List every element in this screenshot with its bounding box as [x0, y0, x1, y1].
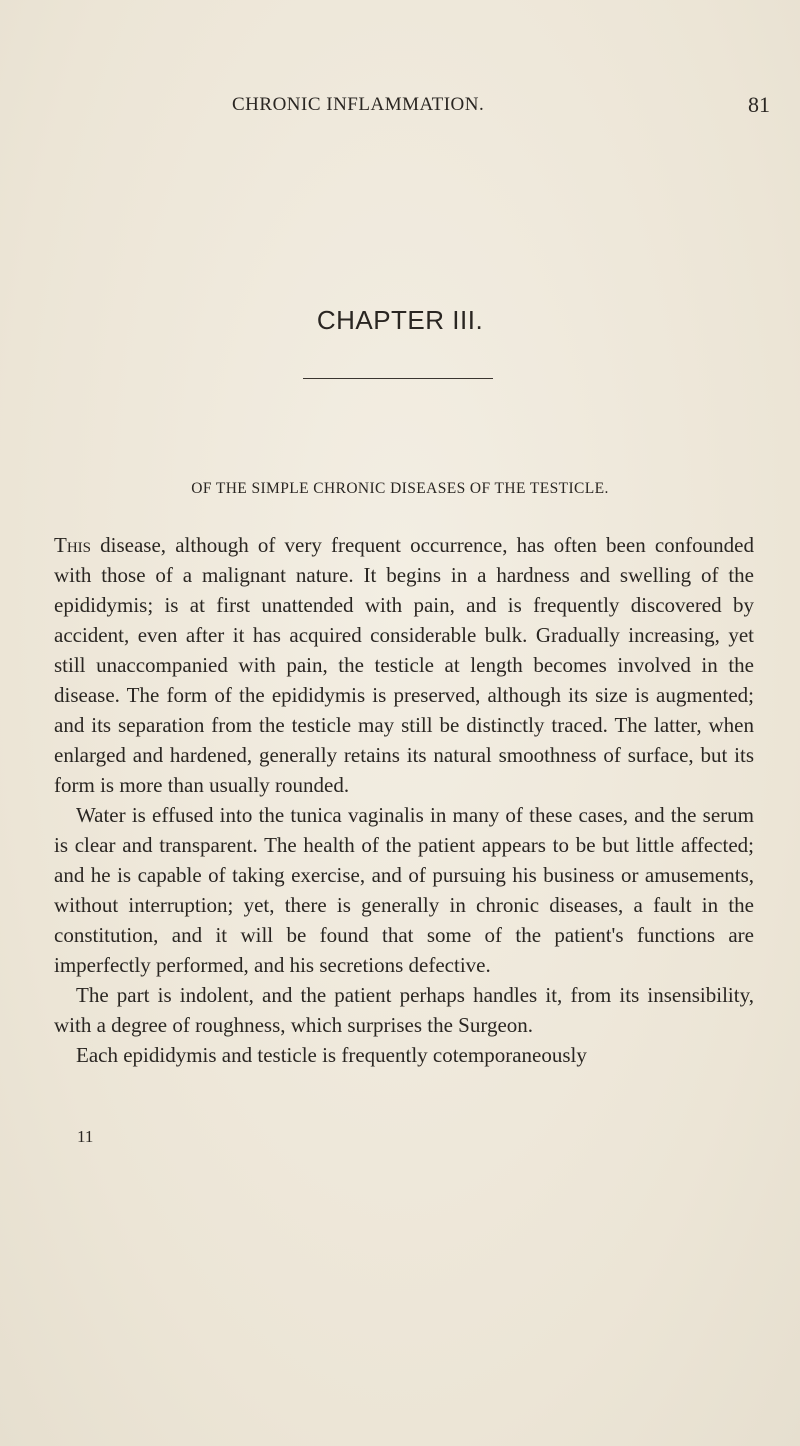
- running-title: CHRONIC INFLAMMATION.: [232, 94, 485, 115]
- paragraph-1-text: disease, although of very frequent occurrence, has often been confounded with those of a malignant nature. It begins in a hardness and swelling of the epididymis; is at first unattended with pain, and is frequently discovered by accident, even after it has acquired considerable bulk. Gradually increasing, yet still unaccompanied with pain, the testicle at length becomes involved in the disease. The form of the epididymis is preserved, although its size is augmented; and its separation from the testicle may still be distinctly traced. The latter, when enlarged and hardened, generally retains its natural smoothness of surface, but its form is more than usually rounded.: [54, 533, 754, 797]
- body-text: [54, 530, 754, 1070]
- paragraph-4: Each epididymis and testicle is frequently cotemporaneously: [76, 1043, 587, 1067]
- chapter-heading: CHAPTER III.: [316, 305, 484, 335]
- running-head: [0, 94, 800, 124]
- paragraph-3: The part is indolent, and the patient perhaps handles it, from its insensibility, with a degree of roughness, which surprises the Surgeon.: [54, 983, 754, 1037]
- paragraph-1-first-word: This: [54, 533, 91, 557]
- paragraph-2: Water is effused into the tunica vaginalis in many of these cases, and the serum is clear and transparent. The health of the patient appears to be but little affected; and he is capable of taking exercise, and of pursuing his business or amusements, without interruption; yet, there is generally in chronic diseases, a fault in the constitution, and it will be found that some of the patient's functions are imperfectly performed, and his secretions defective.: [54, 803, 754, 977]
- signature-mark: 11: [77, 1127, 94, 1146]
- paragraph-1: [54, 530, 754, 800]
- page-number: 81: [748, 92, 770, 117]
- section-title: OF THE SIMPLE CHRONIC DISEASES OF THE TESTICLE.: [191, 480, 609, 497]
- divider-rule: [303, 378, 493, 379]
